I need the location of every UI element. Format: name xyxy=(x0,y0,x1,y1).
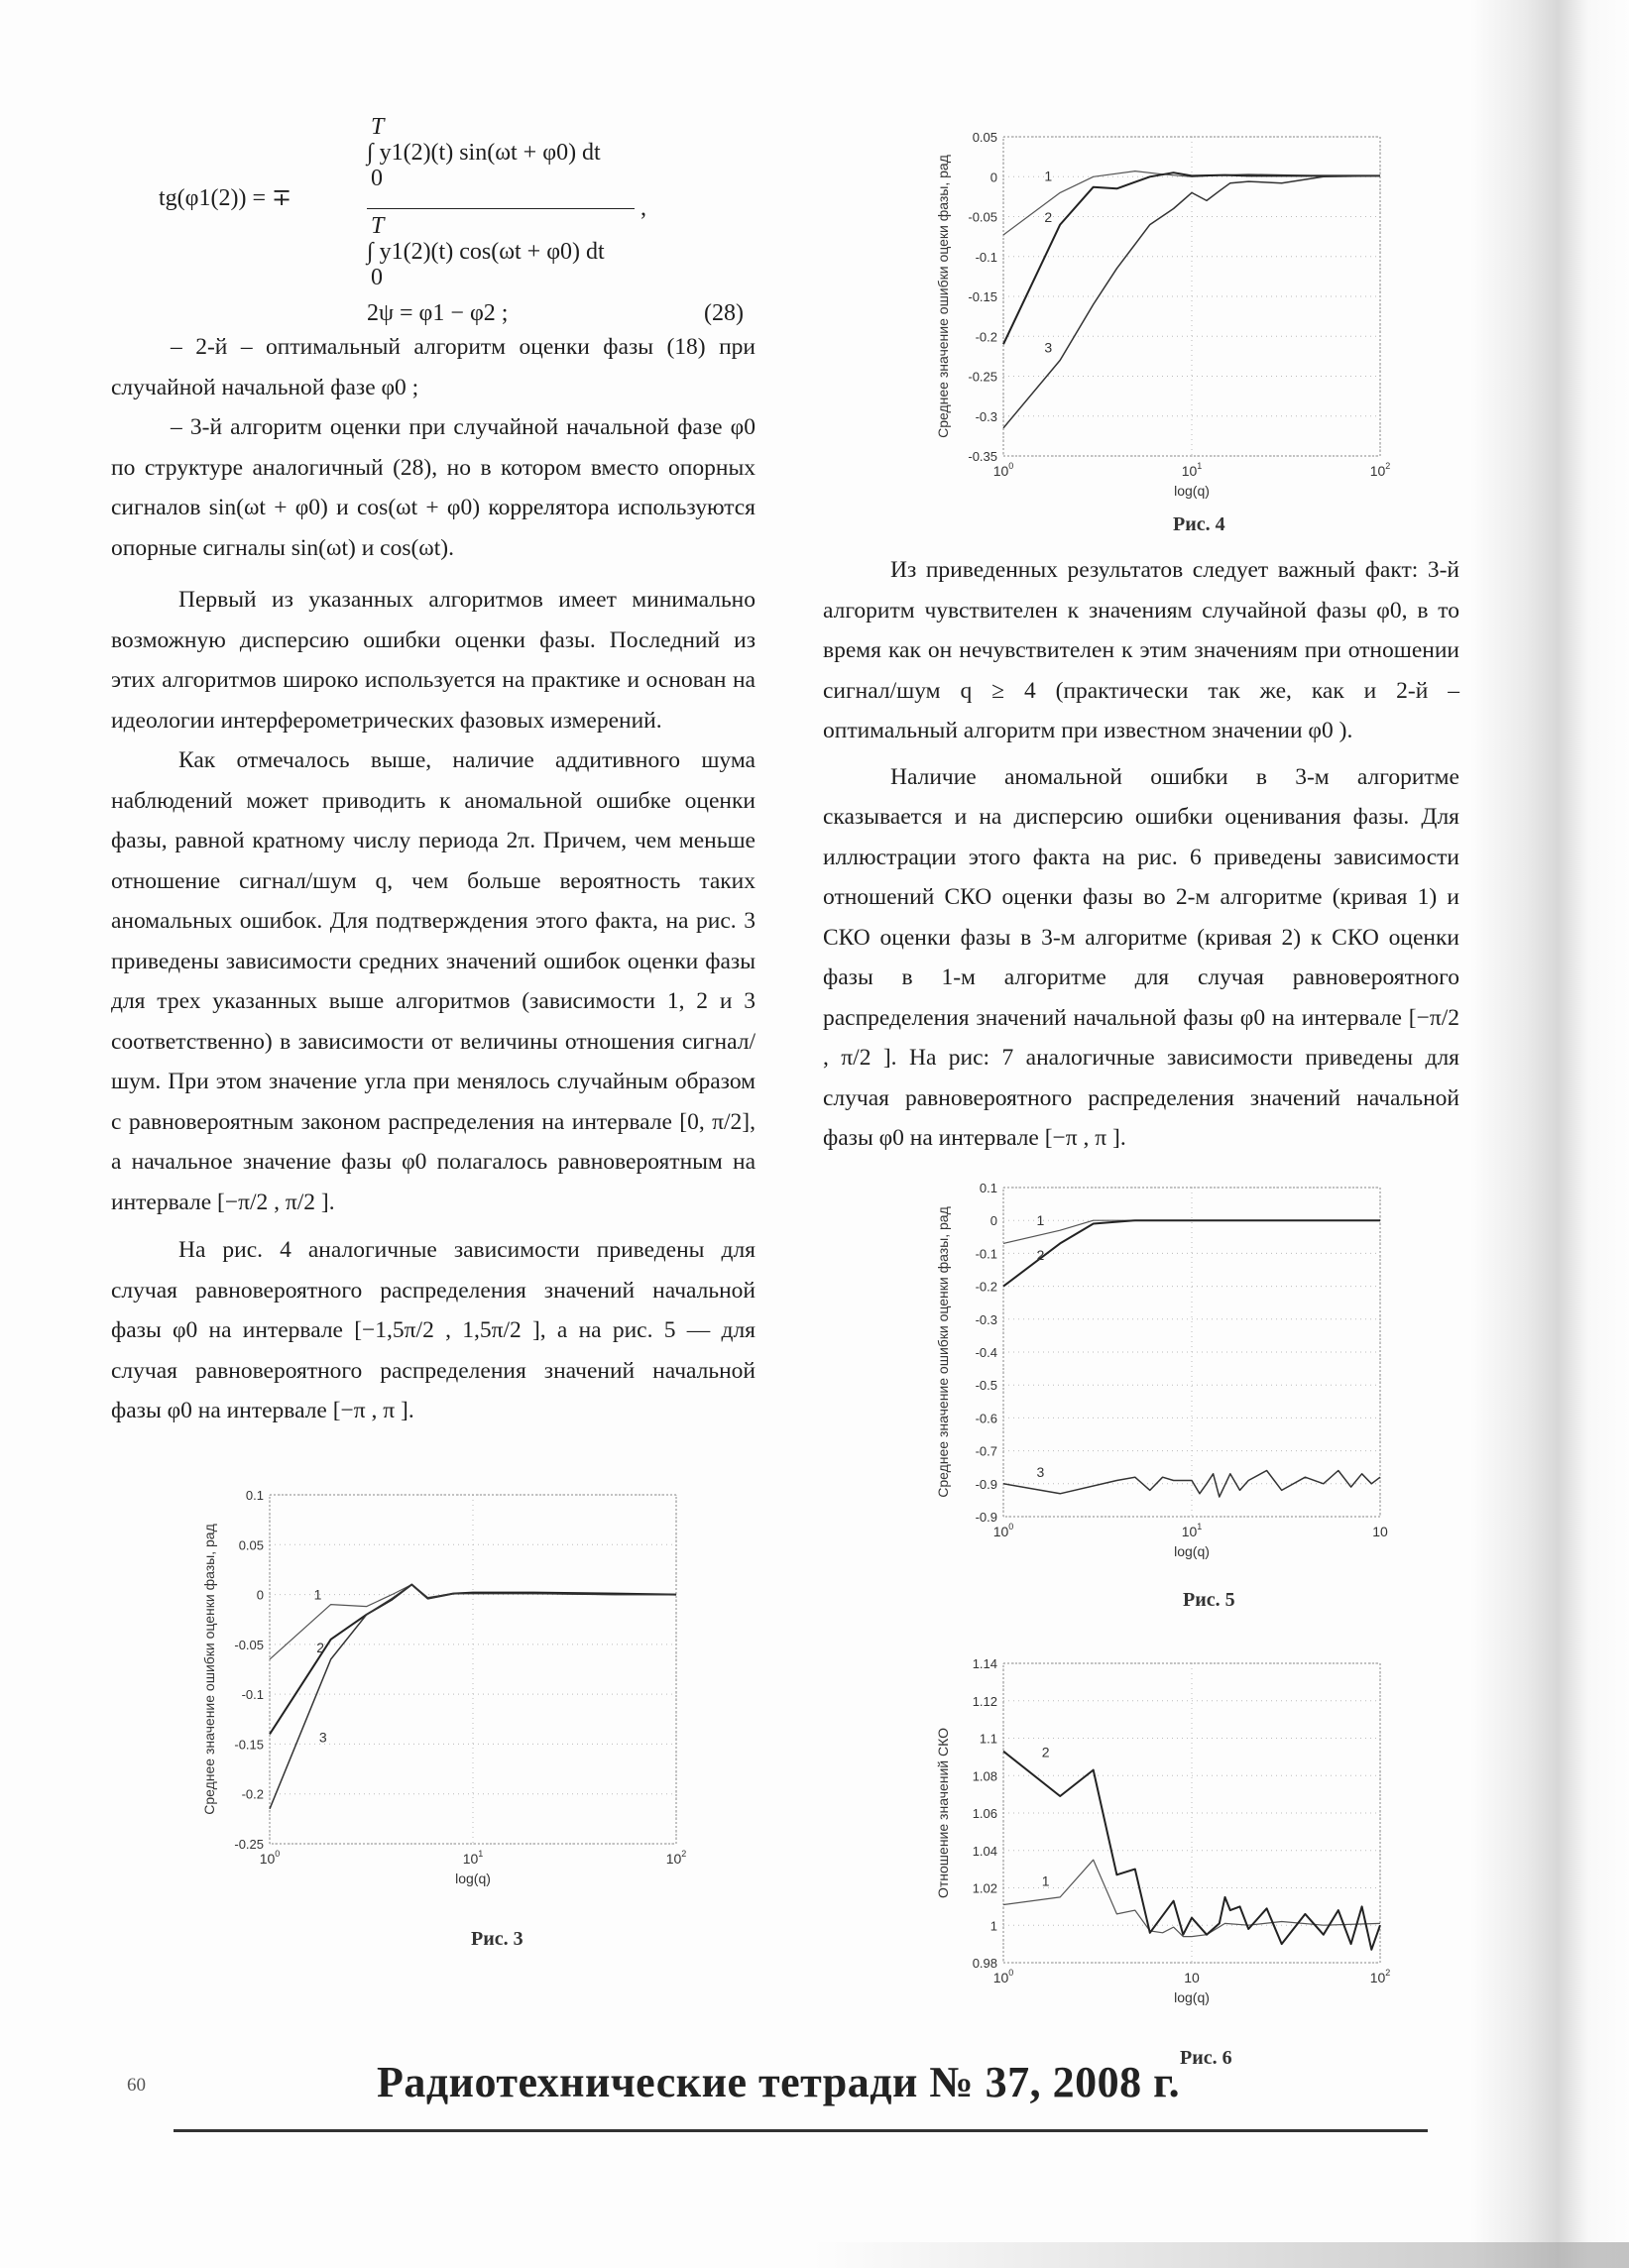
svg-text:0: 0 xyxy=(989,170,997,185)
svg-text:1.14: 1.14 xyxy=(972,1656,997,1671)
figure-3-caption: Рис. 3 xyxy=(471,1928,524,1950)
svg-text:2: 2 xyxy=(1041,1744,1050,1760)
formula-numerator xyxy=(367,114,601,191)
svg-text:log(q): log(q) xyxy=(1174,1543,1210,1559)
svg-text:10: 10 xyxy=(1184,1970,1200,1985)
svg-text:Среднее значение ошибки оцеки: Среднее значение ошибки оцеки фазы, рад xyxy=(935,155,951,438)
formula-comma: , xyxy=(640,195,646,221)
svg-text:-0.1: -0.1 xyxy=(975,249,997,265)
figure-5-caption: Рис. 5 xyxy=(1183,1589,1235,1611)
formula-lhs: tg(φ1(2)) = ∓ xyxy=(159,185,292,211)
paragraph: – 2-й – оптимальный алгоритм оценки фазы (18) при случайной начальной фазе φ0 ; xyxy=(111,334,756,400)
fraction-bar xyxy=(367,208,635,209)
svg-text:1.06: 1.06 xyxy=(972,1806,997,1821)
svg-text:-0.1: -0.1 xyxy=(241,1687,264,1703)
svg-text:log(q): log(q) xyxy=(1174,1989,1210,2005)
svg-text:100: $10^0$ xyxy=(992,1968,1014,1985)
svg-text:-0.9: -0.9 xyxy=(975,1476,997,1492)
svg-text:-0.9: -0.9 xyxy=(975,1510,997,1525)
svg-text:-0.1: -0.1 xyxy=(975,1246,997,1262)
svg-text:1.1: 1.1 xyxy=(979,1731,997,1747)
denominator-integral: ∫ y1(2)(t) cos(ωt + φ0) dt xyxy=(367,239,605,265)
scan-shadow-bottom xyxy=(813,2242,1629,2268)
svg-text:1: 1 xyxy=(989,1918,997,1934)
svg-text:0.98: 0.98 xyxy=(972,1956,997,1971)
svg-text:2: 2 xyxy=(316,1639,325,1655)
svg-text:3: 3 xyxy=(1044,339,1053,356)
equation-number: (28) xyxy=(704,300,744,326)
svg-text:-0.15: -0.15 xyxy=(234,1737,264,1753)
svg-text:-0.2: -0.2 xyxy=(975,329,997,345)
svg-text:102: $10^2$ xyxy=(1369,1968,1391,1985)
svg-text:0.1: 0.1 xyxy=(979,1181,997,1195)
svg-text:0.05: 0.05 xyxy=(238,1537,264,1553)
svg-text:-0.3: -0.3 xyxy=(975,1311,997,1327)
svg-text:-0.2: -0.2 xyxy=(241,1786,264,1802)
svg-text:100: $10^0$ xyxy=(992,1522,1014,1539)
svg-text:1.08: 1.08 xyxy=(972,1768,997,1784)
svg-text:0: 0 xyxy=(256,1587,264,1603)
svg-text:-0.05: -0.05 xyxy=(234,1637,264,1652)
figure-3-chart xyxy=(198,1467,694,1903)
paragraph: – 3-й алгоритм оценки при случайной начальной фазе φ0 по структуре аналогичный (28), но в котором вместо опорных сигналов sin(ωt + φ0) и cos(ωt + φ0) коррелятора используются опорные сигналы sin(ωt) и cos(ωt). xyxy=(111,414,756,561)
svg-text:-0.7: -0.7 xyxy=(975,1443,997,1459)
svg-text:100: $10^0$ xyxy=(992,461,1014,479)
svg-text:2: 2 xyxy=(1036,1247,1045,1264)
left-column xyxy=(111,327,756,1431)
page-number: 60 xyxy=(127,2075,146,2096)
svg-text:101: $10^1$ xyxy=(462,1849,484,1867)
svg-text:0: 0 xyxy=(989,1213,997,1229)
svg-text:-0.25: -0.25 xyxy=(968,369,997,385)
figure-6-caption: Рис. 6 xyxy=(1180,2047,1232,2069)
footer-rule xyxy=(174,2129,1428,2132)
svg-text:1.04: 1.04 xyxy=(972,1843,997,1859)
numerator-upper-limit: T xyxy=(371,114,385,140)
svg-text:1: 1 xyxy=(1036,1212,1045,1229)
svg-text:3: 3 xyxy=(318,1729,327,1746)
svg-text:1: 1 xyxy=(313,1586,322,1603)
denominator-upper-limit: T xyxy=(371,213,385,239)
denominator-lower-limit: 0 xyxy=(371,265,383,290)
svg-text:0.1: 0.1 xyxy=(245,1488,264,1503)
svg-text:0.05: 0.05 xyxy=(972,130,997,145)
paragraph: На рис. 4 аналогичные зависимости приведены для случая равновероятного распределения значений начальной фазы φ0 на интервале [−1,5π/2 , 1,5π/2 ], а на рис. 5 — для случая равновероятного распределения значений начальной фазы φ0 на интервале [−π , π ]. xyxy=(111,1237,756,1423)
figure-4-caption: Рис. 4 xyxy=(1173,513,1225,535)
svg-text:1.12: 1.12 xyxy=(972,1693,997,1709)
svg-text:100: $10^0$ xyxy=(259,1849,281,1867)
scan-shadow-right xyxy=(1470,0,1629,2268)
svg-text:Среднее значение ошибки оценки: Среднее значение ошибки оценки фазы, рад xyxy=(935,1206,951,1498)
svg-text:-0.35: -0.35 xyxy=(968,449,997,464)
svg-text:-0.4: -0.4 xyxy=(975,1345,997,1360)
svg-text:-0.25: -0.25 xyxy=(234,1837,264,1852)
svg-text:10: 10 xyxy=(1372,1524,1388,1539)
svg-text:Среднее значение ошибки оценки: Среднее значение ошибки оценки фазы, рад xyxy=(201,1524,217,1815)
figure-6-chart xyxy=(932,1636,1398,2022)
figure-4-chart xyxy=(932,109,1398,515)
paragraph: Как отмечалось выше, наличие аддитивного шума наблюдений может приводить к аномальной ошибке оценки фазы, равной кратному числу периода 2π. Причем, чем меньше отношение сигнал/шум q, чем больше вероятность таких аномальных ошибок. Для подтверждения этого факта, на рис. 3 приведены зависимости средних значений ошибок оценки фазы для трех указанных выше алгоритмов (зависимости 1, 2 и 3 соответственно) в зависимости от величины отношения сигнал/шум. При этом значение угла при менялось случайным образом с равновероятным законом распределения на интервале [0, π/2], а начальное значение фазы φ0 полагалось равновероятным на интервале [−π/2 , π/2 ]. xyxy=(111,747,756,1215)
svg-text:log(q): log(q) xyxy=(455,1871,491,1886)
figure-5-chart xyxy=(932,1160,1398,1576)
svg-text:-0.5: -0.5 xyxy=(975,1378,997,1394)
paragraph: Первый из указанных алгоритмов имеет минимально возможную дисперсию ошибки оценки фазы. Последний из этих алгоритмов широко используется на практике и основан на идеологии интерферометрических фазовых измерений. xyxy=(111,587,756,734)
journal-footer: Радиотехнические тетради № 37, 2008 г. xyxy=(377,2058,1181,2106)
svg-text:102: $10^2$ xyxy=(1369,461,1391,479)
numerator-lower-limit: 0 xyxy=(371,166,383,191)
formula-denominator xyxy=(367,213,605,290)
numerator-integral: ∫ y1(2)(t) sin(ωt + φ0) dt xyxy=(367,140,601,166)
svg-text:-0.05: -0.05 xyxy=(968,209,997,225)
equation-28 xyxy=(159,114,763,332)
svg-text:101: $10^1$ xyxy=(1181,461,1203,479)
svg-text:102: $10^2$ xyxy=(665,1849,687,1867)
svg-text:1.02: 1.02 xyxy=(972,1880,997,1896)
svg-text:Отношение значений СКО: Отношение значений СКО xyxy=(935,1727,951,1899)
formula-psi-line: 2ψ = φ1 − φ2 ; xyxy=(367,300,509,326)
svg-text:-0.3: -0.3 xyxy=(975,408,997,424)
svg-text:1: 1 xyxy=(1044,168,1053,184)
svg-text:2: 2 xyxy=(1044,209,1053,226)
svg-text:log(q): log(q) xyxy=(1174,483,1210,499)
svg-text:3: 3 xyxy=(1036,1464,1045,1481)
svg-text:-0.2: -0.2 xyxy=(975,1279,997,1295)
paragraph: Из приведенных результатов следует важный факт: 3-й алгоритм чувствителен к значениям случайной фазы φ0, в то время как он нечувствителен к этим значениям при отношении сигнал/шум q ≥ 4 (практически так же, как и 2-й – оптимальный алгоритм при известном значении φ0 ). xyxy=(823,557,1459,743)
paragraph: Наличие аномальной ошибки в 3-м алгоритме сказывается и на дисперсию ошибки оценивания фазы. Для иллюстрации этого факта на рис. 6 приведены зависимости отношений СКО оценки фазы во 2-м алгоритме (кривая 1) и СКО оценки фазы в 3-м алгоритме (кривая 2) к СКО оценки фазы в 1-м алгоритме для случая равновероятного распределения значений начальной фазы φ0 на интервале [−π/2 , π/2 ]. На рис: 7 аналогичные зависимости приведены для случая равновероятного распределения значений начальной фазы φ0 на интервале [−π , π ]. xyxy=(823,763,1459,1151)
svg-text:101: $10^1$ xyxy=(1181,1522,1203,1539)
svg-text:-0.6: -0.6 xyxy=(975,1411,997,1426)
svg-text:1: 1 xyxy=(1041,1872,1050,1889)
svg-text:-0.15: -0.15 xyxy=(968,289,997,304)
right-column xyxy=(823,550,1459,1159)
